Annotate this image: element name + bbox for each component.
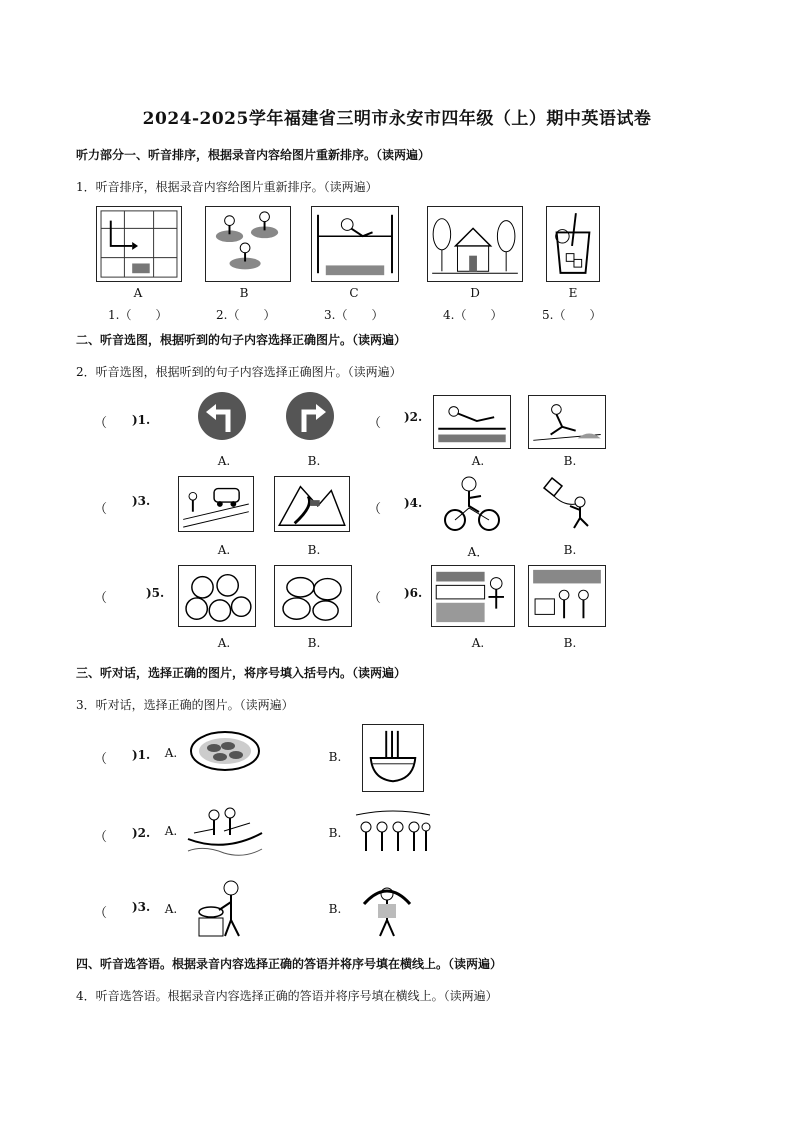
option-b-label: B.: [328, 750, 342, 764]
children-group-icon: [354, 805, 432, 861]
street-map-icon: [96, 206, 182, 282]
option-b-label: B.: [328, 826, 342, 840]
boy-cooking-icon: [195, 874, 249, 940]
picture-label-c: C: [349, 286, 359, 300]
picture-label-e: E: [568, 286, 578, 300]
option-b-label: B.: [307, 543, 321, 557]
option-a-label: A.: [217, 543, 231, 557]
question-4: 4．听音选答语。根据录音内容选择正确的答语并将序号填在横线上。（读两遍）: [76, 989, 498, 1003]
mountain-road-icon: [274, 476, 350, 532]
high-jump-icon: [311, 206, 399, 282]
picture-label-b: B: [239, 286, 249, 300]
section-heading-2: 二、听音选图，根据听到的句子内容选择正确图片。（读两遍）: [76, 333, 407, 347]
answer-blank-2[interactable]: 2.（ ）: [216, 308, 276, 322]
option-a-label: A.: [217, 454, 231, 468]
option-a-label: A.: [164, 824, 178, 838]
picture-label-d: D: [470, 286, 480, 300]
lemonade-icon: [546, 206, 600, 282]
noodles-bowl-icon: [362, 724, 424, 792]
question-3: 3．听对话，选择正确的图片。（读两遍）: [76, 698, 294, 712]
tomatoes-icon: [178, 565, 256, 627]
long-jump-icon: [528, 395, 606, 449]
option-a-label: A.: [471, 454, 485, 468]
high-jump-icon: [433, 395, 511, 449]
section-heading-3: 三、听对话，选择正确的图片，将序号填入括号内。（读两遍）: [76, 666, 407, 680]
potatoes-icon: [274, 565, 352, 627]
section-heading-1: 听力部分一、听音排序，根据录音内容给图片重新排序。（读两遍）: [76, 148, 431, 162]
item-number-2-5: )5.: [146, 586, 165, 600]
section-heading-4: 四、听音选答语。根据录音内容选择正确的答语并将序号填在横线上。（读两遍）: [76, 957, 503, 971]
dumplings-plate-icon: [188, 728, 262, 774]
turn-left-sign-icon: [194, 390, 250, 442]
option-a-label: A．: [467, 545, 489, 559]
answer-paren-3-3[interactable]: （: [94, 906, 134, 921]
option-a-label: A.: [164, 902, 178, 916]
option-a-label: A.: [217, 636, 231, 650]
answer-paren-2-2[interactable]: （: [368, 416, 408, 431]
answer-blank-4[interactable]: 4.（ ）: [443, 308, 503, 322]
ice-skating-icon: [205, 206, 291, 282]
answer-paren-2-3[interactable]: （: [94, 502, 134, 517]
item-number-3-1: )1.: [132, 748, 151, 762]
answer-blank-5[interactable]: 5.（ ）: [542, 308, 602, 322]
shop-icon: [431, 565, 515, 627]
option-b-label: B.: [328, 902, 342, 916]
item-number-2-4: )4.: [404, 496, 423, 510]
item-number-2-2: )2.: [404, 410, 423, 424]
answer-blank-3[interactable]: 3.（ ）: [324, 308, 384, 322]
item-number-3-3: )3.: [132, 900, 151, 914]
answer-paren-2-1[interactable]: （: [94, 416, 134, 431]
answer-paren-3-2[interactable]: （: [94, 830, 134, 845]
option-b-label: B.: [563, 454, 577, 468]
market-people-icon: [528, 565, 606, 627]
question-1: 1．听音排序，根据录音内容给图片重新排序。（读两遍）: [76, 180, 378, 194]
option-b-label: B.: [563, 543, 577, 557]
answer-paren-2-6[interactable]: （: [368, 591, 408, 606]
option-b-label: B.: [307, 454, 321, 468]
page-title: 2024-2025学年福建省三明市永安市四年级（上）期中英语试卷: [142, 109, 652, 129]
car-road-icon: [178, 476, 254, 532]
bike-rider-icon: [441, 472, 503, 534]
option-b-label: B.: [563, 636, 577, 650]
kite-flying-icon: [540, 474, 600, 530]
option-b-label: B.: [307, 636, 321, 650]
option-a-label: A.: [471, 636, 485, 650]
item-number-2-3: )3.: [132, 494, 151, 508]
turn-right-sign-icon: [282, 390, 338, 442]
picture-label-a: A: [133, 286, 143, 300]
item-number-3-2: )2.: [132, 826, 151, 840]
dragon-dance-icon: [360, 874, 414, 940]
answer-blank-1[interactable]: 1.（ ）: [108, 308, 168, 322]
item-number-2-6: )6.: [404, 586, 423, 600]
option-a-label: A.: [164, 746, 178, 760]
answer-paren-3-1[interactable]: （: [94, 752, 134, 767]
dragon-boat-icon: [184, 803, 266, 861]
house-trees-icon: [427, 206, 523, 282]
question-2: 2．听音选图，根据听到的句子内容选择正确图片。（读两遍）: [76, 365, 402, 379]
answer-paren-2-5[interactable]: （: [94, 591, 134, 606]
answer-paren-2-4[interactable]: （: [368, 502, 408, 517]
item-number-2-1: )1.: [132, 413, 151, 427]
